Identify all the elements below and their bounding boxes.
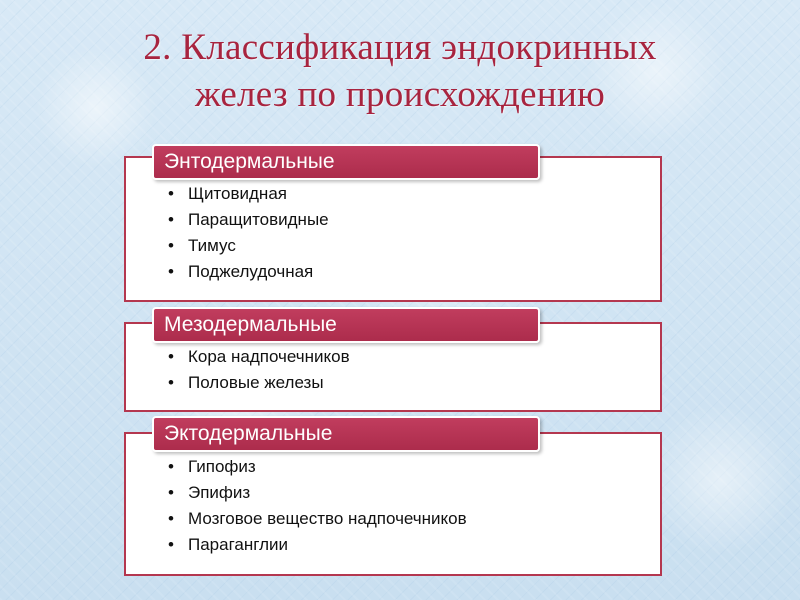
bullet-icon: • — [168, 236, 174, 255]
list-item: • Щитовидная — [168, 181, 329, 207]
group-ectodermal-list — [168, 454, 467, 558]
bullet-icon: • — [168, 483, 174, 502]
list-item: • Гипофиз — [168, 454, 467, 480]
list-item: • Мозговое вещество надпочечников — [168, 506, 467, 532]
slide-title-line-2: желез по происхождению — [194, 74, 606, 115]
bullet-icon: • — [168, 210, 174, 229]
slide-title — [0, 24, 800, 118]
group-entodermal-label: Энтодермальные — [152, 144, 540, 180]
bullet-icon: • — [168, 373, 174, 392]
group-entodermal-list — [168, 181, 329, 285]
list-item: • Параганглии — [168, 532, 467, 558]
slide-title-line-1: 2. Классификация эндокринных — [143, 27, 657, 68]
list-item: • Тимус — [168, 233, 329, 259]
bullet-icon: • — [168, 457, 174, 476]
list-item: • Эпифиз — [168, 480, 467, 506]
bullet-icon: • — [168, 509, 174, 528]
group-mesodermal-label: Мезодермальные — [152, 307, 540, 343]
list-item: • Паращитовидные — [168, 207, 329, 233]
bullet-icon: • — [168, 184, 174, 203]
bullet-icon: • — [168, 262, 174, 281]
list-item: • Кора надпочечников — [168, 344, 350, 370]
group-ectodermal-label: Эктодермальные — [152, 416, 540, 452]
group-mesodermal-list — [168, 344, 350, 396]
list-item: • Половые железы — [168, 370, 350, 396]
bullet-icon: • — [168, 347, 174, 366]
list-item: • Поджелудочная — [168, 259, 329, 285]
bullet-icon: • — [168, 535, 174, 554]
